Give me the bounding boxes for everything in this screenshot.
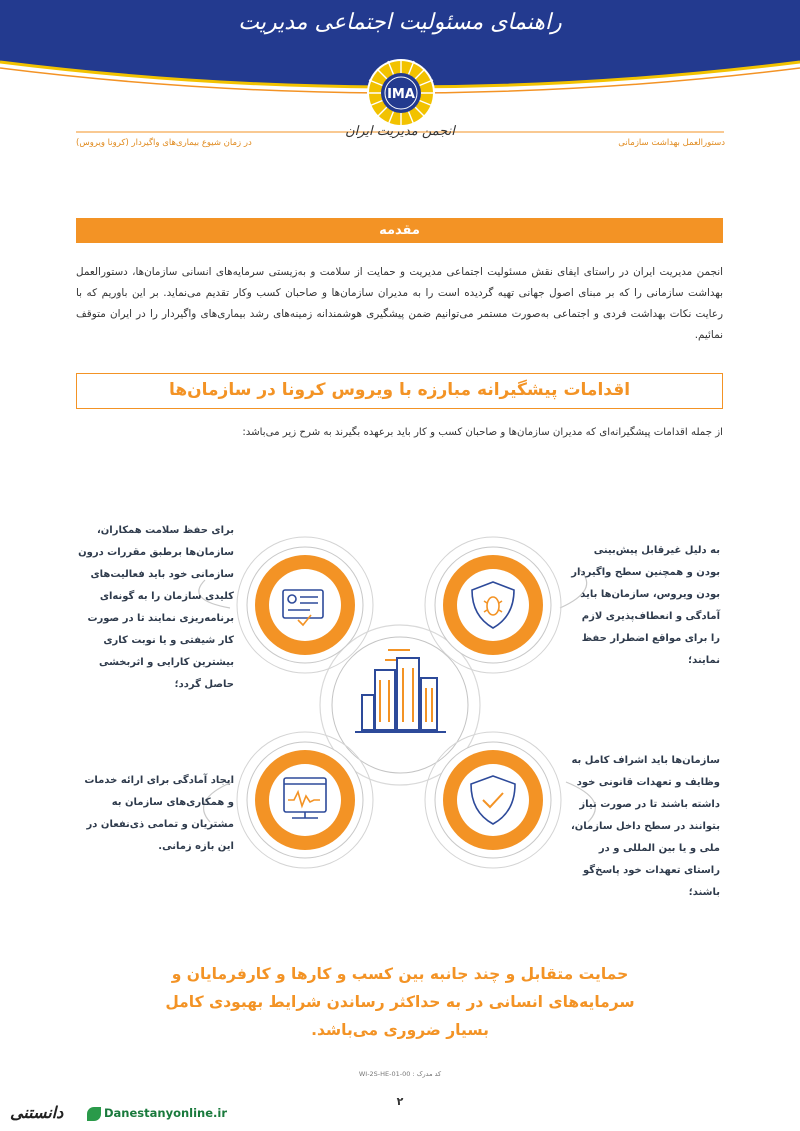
brand-signature: انجمن مدیریت ایران bbox=[345, 124, 455, 139]
watermark-logo: دانستنی bbox=[10, 1103, 64, 1122]
intro-paragraph: انجمن مدیریت ایران در راستای ایفای نقش مسئولیت اجتماعی مدیریت و حمایت از سلامت و به‌زیستی سرمایه‌های انسانی سازمان‌ها، دستورالعمل بهداشت سازمانی را که بر مبنای اصول جهانی تهیه گردیده است را به مدیران سازمان‌ها و صاحبان کسب وکار تقدیم می‌نماید. بر این باوریم که با رعایت نکات بهداشت فردی و اجتماعی به‌صورت مستمر می‌توانیم ضمن پیشگیری هوشمندانه زمینه‌های رشد بیماری‌های واگیردار را در ایران متوقف نمائیم. bbox=[76, 266, 723, 341]
main-heading: اقدامات پیشگیرانه مبارزه با ویروس کرونا در سازمان‌ها bbox=[76, 373, 723, 409]
header-left-label: در زمان شیوع بیماری‌های واگیردار (کرونا ویروس) bbox=[76, 138, 252, 148]
page-header bbox=[0, 0, 800, 150]
document-code: کد مدرک : WI-2S-HE-01-00 bbox=[358, 1070, 442, 1078]
section-title-bar: مقدمه bbox=[76, 218, 723, 243]
iran-management-association-logo bbox=[365, 57, 437, 129]
closing-quote: حمایت متقابل و چند جانبه بین کسب و کارها و کارفرمایان و سرمایه‌های انسانی در به حداکثر رساندن شرایط بهبودی کامل بسیار ضروری می‌باشد. bbox=[165, 965, 635, 1039]
leaf-icon bbox=[87, 1107, 101, 1121]
svg-text:IMA: IMA bbox=[387, 87, 415, 102]
measure-text-4: ایجاد آمادگی برای ارائه خدمات و همکاری‌های سازمان به مشتریان و تمامی ذی‌نفعان در این بازه زمانی. bbox=[84, 775, 234, 852]
measures-diagram bbox=[0, 500, 800, 900]
watermark-site: Danestanyonline.ir bbox=[104, 1106, 228, 1120]
header-title: راهنمای مسئولیت اجتماعی مدیریت bbox=[238, 10, 562, 35]
watermark bbox=[10, 1103, 228, 1127]
measure-text-2: برای حفظ سلامت همکاران، سازمان‌ها برطبق مقررات درون سازمانی خود باید فعالیت‌های کلیدی سازمان را به گونه‌ای برنامه‌ریزی نمایند تا در صورت کار شیفتی و یا نوبت کاری بیشترین کارایی و اثربخشی حاصل گردد؛ bbox=[78, 525, 234, 690]
lead-paragraph: از جمله اقدامات پیشگیرانه‌ای که مدیران سازمان‌ها و صاحبان کسب و کار باید برعهده بگیرند به شرح زیر می‌باشد: bbox=[242, 427, 723, 438]
measure-text-1: به دلیل غیرقابل پیش‌بینی بودن و همچنین سطح واگیردار بودن ویروس، سازمان‌ها باید آمادگی و انعطاف‌پذیری لازم را برای مواقع اضطرار حفظ نمایند؛ bbox=[571, 545, 720, 666]
page-number: ۲ bbox=[396, 1095, 404, 1108]
header-right-label: دستورالعمل بهداشت سازمانی bbox=[618, 138, 725, 148]
measure-text-3: سازمان‌ها باید اشراف کامل به وظایف و تعهدات قانونی خود داشته باشند تا در صورت نیاز بتوانند در سطح داخل سازمان، ملی و یا بین المللی و در راستای تعهدات خود پاسخ‌گو باشند؛ bbox=[570, 755, 720, 898]
